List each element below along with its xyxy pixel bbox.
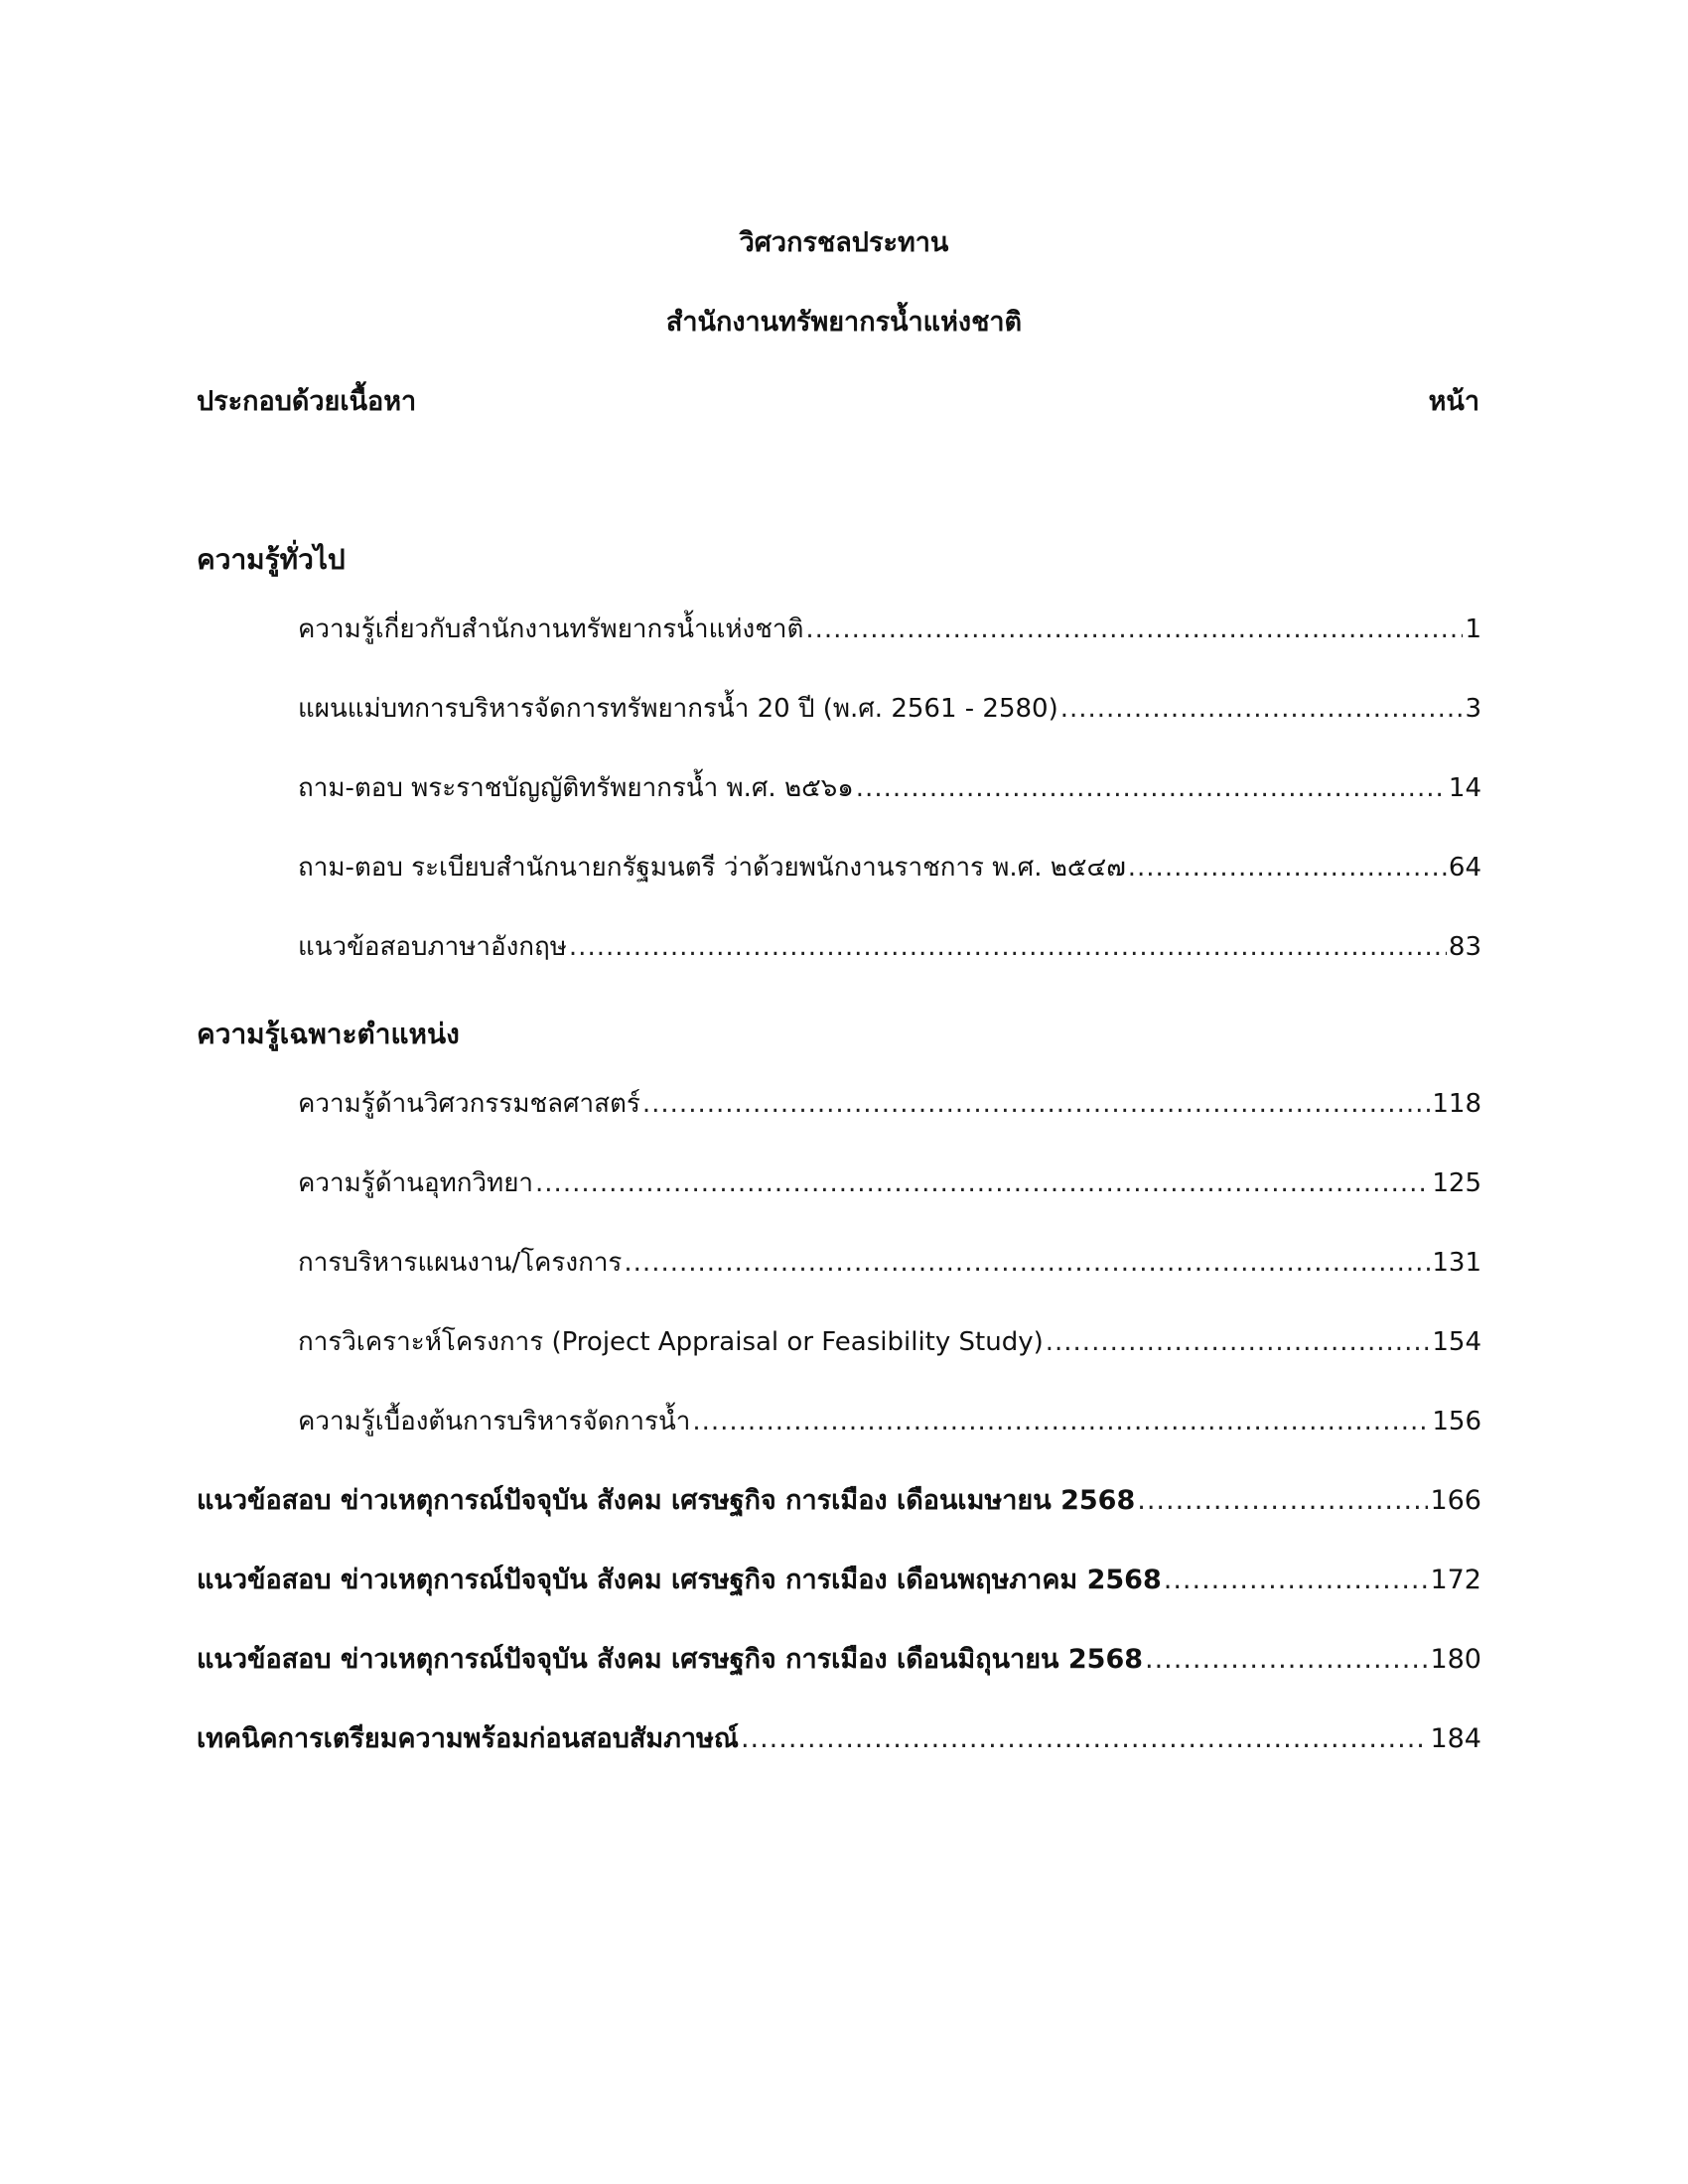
page-column-label: หน้า xyxy=(1428,386,1479,417)
toc-entry-page: 118 xyxy=(1432,1089,1481,1119)
dot-leader xyxy=(805,612,1463,647)
dot-leader xyxy=(856,770,1447,806)
toc-entry-page: 154 xyxy=(1432,1327,1481,1357)
dot-leader xyxy=(692,1404,1430,1439)
section-heading-general: ความรู้ทั่วไป xyxy=(197,543,346,576)
toc-entry-label: ความรู้เกี่ยวกับสำนักงานทรัพยากรน้ำแห่งชาติ xyxy=(298,614,804,644)
toc-main-entry[interactable] xyxy=(197,1721,1481,1757)
dot-leader xyxy=(1145,1642,1428,1678)
toc-main-entry-page: 184 xyxy=(1430,1723,1481,1754)
toc-entry-label: ความรู้ด้านวิศวกรรมชลศาสตร์ xyxy=(298,1089,640,1119)
toc-entry[interactable] xyxy=(298,1245,1481,1281)
dot-leader xyxy=(1128,850,1447,886)
toc-entry-page: 14 xyxy=(1448,773,1481,803)
toc-entry-page: 64 xyxy=(1448,853,1481,883)
toc-entry-page: 131 xyxy=(1432,1248,1481,1278)
dot-leader xyxy=(1046,1324,1431,1360)
toc-entry-page: 156 xyxy=(1432,1407,1481,1436)
toc-entry-label: ความรู้เบื้องต้นการบริหารจัดการน้ำ xyxy=(298,1407,691,1436)
dot-leader xyxy=(569,929,1447,965)
dot-leader xyxy=(1164,1563,1429,1598)
toc-entry-label: แนวข้อสอบภาษาอังกฤษ xyxy=(298,932,567,962)
toc-entry[interactable] xyxy=(298,1404,1481,1439)
toc-entry-page: 125 xyxy=(1432,1168,1481,1198)
dot-leader xyxy=(624,1245,1430,1281)
dot-leader xyxy=(1060,691,1464,727)
toc-entry-label: แผนแม่บทการบริหารจัดการทรัพยากรน้ำ 20 ปี (พ.ศ. 2561 - 2580) xyxy=(298,694,1058,724)
toc-main-entry[interactable] xyxy=(197,1483,1481,1519)
toc-entry-label: ถาม-ตอบ พระราชบัญญัติทรัพยากรน้ำ พ.ศ. ๒๕๖๑ xyxy=(298,773,854,803)
dot-leader xyxy=(1137,1483,1428,1519)
toc-entry[interactable] xyxy=(298,1324,1481,1360)
toc-entry[interactable] xyxy=(298,1165,1481,1201)
toc-entry[interactable] xyxy=(298,1086,1481,1122)
toc-main-entry[interactable] xyxy=(197,1563,1481,1598)
toc-entry[interactable] xyxy=(298,850,1481,886)
toc-entry[interactable] xyxy=(298,929,1481,965)
section-heading-position: ความรู้เฉพาะตำแหน่ง xyxy=(197,1018,460,1050)
dot-leader xyxy=(741,1721,1429,1757)
document-subtitle: สำนักงานทรัพยากรน้ำแห่งชาติ xyxy=(665,307,1023,338)
document-title: วิศวกรชลประทาน xyxy=(739,227,949,258)
toc-entry-label: ถาม-ตอบ ระเบียบสำนักนายกรัฐมนตรี ว่าด้วยพนักงานราชการ พ.ศ. ๒๕๔๗ xyxy=(298,853,1126,883)
dot-leader xyxy=(642,1086,1430,1122)
toc-entry[interactable] xyxy=(298,612,1481,647)
toc-main-entry-label: แนวข้อสอบ ข่าวเหตุการณ์ปัจจุบัน สังคม เศรษฐกิจ การเมือง เดือนเมษายน 2568 xyxy=(197,1485,1136,1516)
toc-main-entry-label: เทคนิคการเตรียมความพร้อมก่อนสอบสัมภาษณ์ xyxy=(197,1723,739,1754)
toc-entry-label: การวิเคราะห์โครงการ (Project Appraisal or Feasibility Study) xyxy=(298,1327,1044,1357)
toc-entry-page: 3 xyxy=(1465,694,1481,724)
toc-main-entry-label: แนวข้อสอบ ข่าวเหตุการณ์ปัจจุบัน สังคม เศรษฐกิจ การเมือง เดือนมิถุนายน 2568 xyxy=(197,1644,1144,1675)
toc-main-entry-page: 180 xyxy=(1430,1644,1481,1675)
dot-leader xyxy=(535,1165,1430,1201)
toc-main-entry[interactable] xyxy=(197,1642,1481,1678)
toc-main-entry-label: แนวข้อสอบ ข่าวเหตุการณ์ปัจจุบัน สังคม เศรษฐกิจ การเมือง เดือนพฤษภาคม 2568 xyxy=(197,1565,1162,1595)
toc-entry[interactable] xyxy=(298,691,1481,727)
contents-label: ประกอบด้วยเนื้อหา xyxy=(197,386,417,417)
toc-entry[interactable] xyxy=(298,770,1481,806)
toc-main-entry-page: 172 xyxy=(1430,1565,1481,1595)
toc-entry-page: 1 xyxy=(1465,614,1481,644)
toc-entry-page: 83 xyxy=(1448,932,1481,962)
toc-entry-label: ความรู้ด้านอุทกวิทยา xyxy=(298,1168,534,1198)
toc-entry-label: การบริหารแผนงาน/โครงการ xyxy=(298,1248,623,1278)
toc-main-entry-page: 166 xyxy=(1430,1485,1481,1516)
